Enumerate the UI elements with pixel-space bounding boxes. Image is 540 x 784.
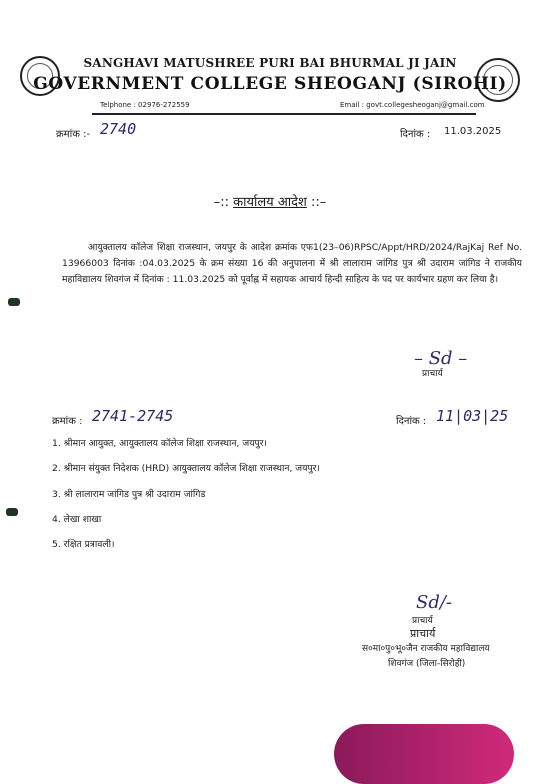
order-number-value: 2740 (100, 120, 137, 138)
stamp-college-name: स०मा०पु०भू०जैन राजकीय महाविद्यालय (362, 644, 490, 654)
side-clip-mark-2 (6, 508, 18, 516)
order-date-value: 11.03.2025 (444, 126, 502, 137)
order-number-label: क्रमांक :- (56, 129, 91, 140)
signature-designation: प्राचार्य (422, 369, 443, 379)
order-title (0, 192, 540, 210)
order-title-prefix: –:: (213, 195, 229, 210)
copy-date-value: 11|03|25 (436, 407, 509, 425)
copy-number-label: क्रमांक : (52, 416, 83, 427)
list-item: 5. रक्षित प्रत्रावली। (52, 539, 115, 550)
list-item: 4. लेखा शाखा (52, 514, 102, 525)
order-title-text: कार्यालय आदेश (233, 195, 307, 210)
signature-sd: – Sd – (414, 348, 468, 369)
list-item: 3. श्री लालाराम जांगिड पुत्र श्री उदाराम जांगिड (52, 489, 206, 500)
copy-number-value: 2741-2745 (92, 407, 174, 425)
order-date-label: दिनांक : (400, 129, 431, 140)
order-body: आयुक्तालय कॉलेज शिक्षा राजस्थान, जयपुर के आदेश क्रमांक एफ1(23–06)RPSC/Appt/HRD/2024/RajKaj Ref No. 13966003 दिनांक :04.03.2025 के क्रम संख्या 16 की अनुपालना में श्री लालाराम जांगिड पुत्र श्री उदाराम जांगिड ने राजकीय महाविद्यालय शिवगंज में दिनांक : 11.03.2025 को पूर्वाह्न में सहायक आचार्य हिन्दी साहित्य के पद पर कार्यभार ग्रहण कर लिया है। (62, 242, 522, 285)
stamp-place: शिवगंज (जिला-सिरोही) (388, 659, 466, 669)
stamp-designation-small: प्राचार्य (412, 616, 433, 626)
college-name-line2: GOVERNMENT COLLEGE SHEOGANJ (SIROHI) (33, 74, 507, 94)
overlay-button[interactable] (334, 724, 514, 784)
stamp-designation-large: प्राचार्य (410, 627, 436, 640)
list-item: 2. श्रीमान संयुक्त निदेशक (HRD) आयुक्तालय कॉलेज शिक्षा राजस्थान, जयपुर। (52, 463, 320, 474)
side-clip-mark (8, 298, 20, 306)
letterhead-email: Email : govt.collegesheoganj@gmail.com (340, 101, 485, 109)
principal-signature: Sd/- (416, 592, 452, 613)
letterhead-phone: Telphone : 02976-272559 (100, 101, 190, 109)
letterhead-divider (92, 113, 476, 115)
copy-date-label: दिनांक : (396, 416, 427, 427)
college-name-line1: SANGHAVI MATUSHREE PURI BAI BHURMAL JI JAIN (83, 56, 457, 70)
order-title-suffix: ::– (311, 195, 327, 210)
list-item: 1. श्रीमान आयुक्त, आयुक्तालय कॉलेज शिक्षा राजस्थान, जयपुर। (52, 438, 267, 449)
